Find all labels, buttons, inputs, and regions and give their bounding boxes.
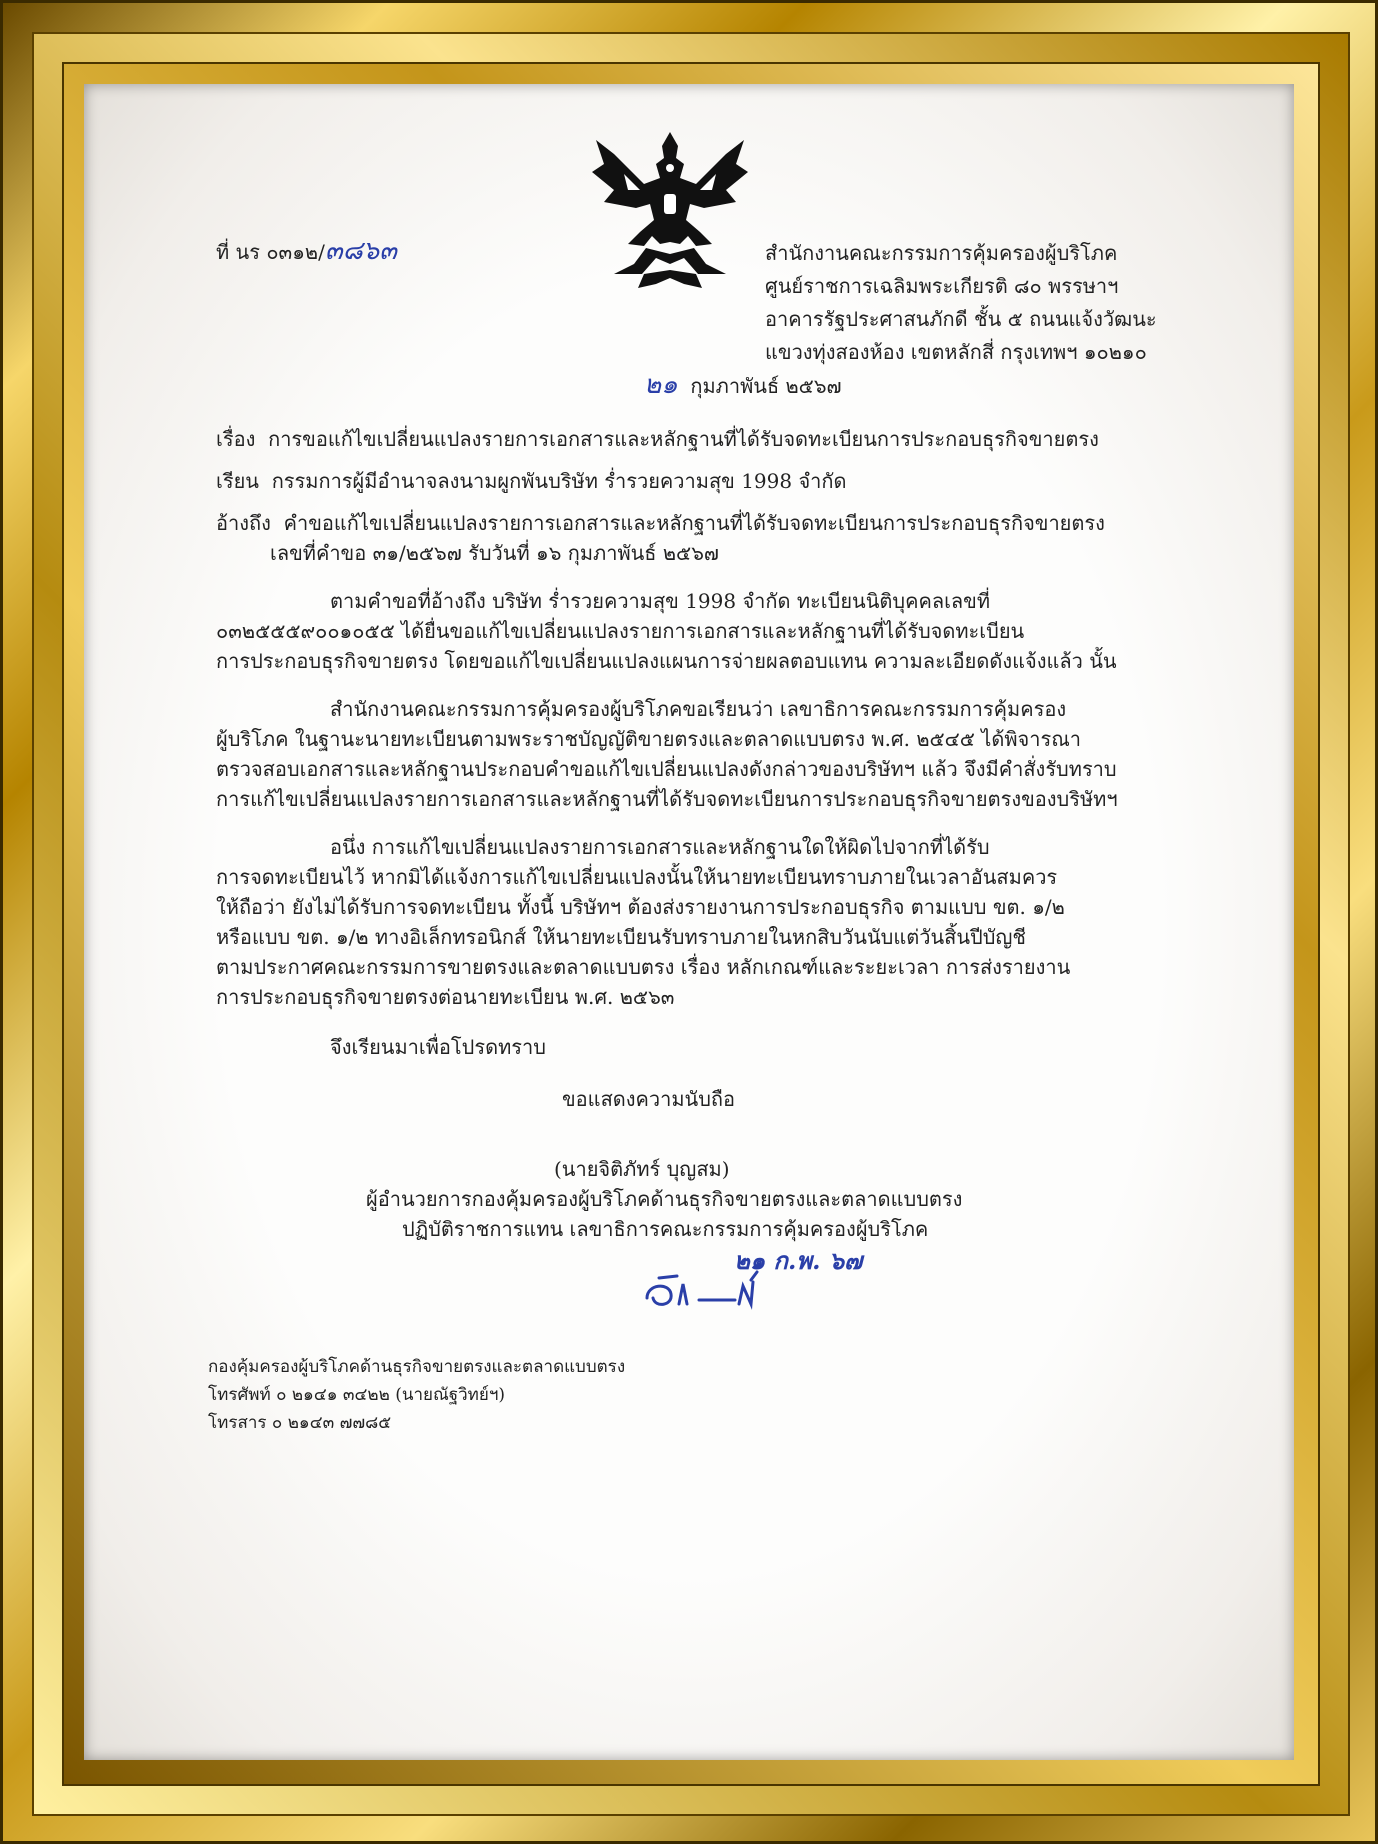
closing-text: จึงเรียนมาเพื่อโปรดทราบ: [330, 1035, 546, 1059]
subject-line: [216, 424, 1099, 454]
sender-address-line-1: สำนักงานคณะกรรมการคุ้มครองผู้บริโภค: [765, 241, 1118, 265]
paragraph-3-line-3: ให้ถือว่า ยังไม่ได้รับการจดทะเบียน ทั้งนี้ บริษัทฯ ต้องส่งรายงานการประกอบธุรกิจ ตามแบบ ขต. ๑/๒: [216, 895, 1065, 919]
reference-text-2: เลขที่คำขอ ๓๑/๒๕๖๗ รับวันที่ ๑๖ กุมภาพันธ์ ๒๕๖๗: [270, 541, 719, 565]
to-label: เรียน: [216, 469, 259, 493]
to-text: กรรมการผู้มีอำนาจลงนามผูกพันบริษัท ร่ำรวยความสุข 1998 จำกัด: [271, 469, 847, 493]
paragraph-2-line-1: สำนักงานคณะกรรมการคุ้มครองผู้บริโภคขอเรียนว่า เลขาธิการคณะกรรมการคุ้มครอง: [330, 697, 1067, 721]
sender-address-line-2: ศูนย์ราชการเฉลิมพระเกียรติ ๘๐ พรรษาฯ: [765, 274, 1119, 298]
paragraph-1-line-3: การประกอบธุรกิจขายตรง โดยขอแก้ไขเปลี่ยนแปลงแผนการจ่ายผลตอบแทน ความละเอียดดังแจ้งแล้ว นั้น: [216, 649, 1117, 673]
paragraph-3-line-6: การประกอบธุรกิจขายตรงต่อนายทะเบียน พ.ศ. ๒๕๖๓: [216, 985, 675, 1009]
reference-label: อ้างถึง: [216, 511, 271, 535]
garuda-emblem-icon: [584, 124, 756, 294]
paragraph-2-line-2: ผู้บริโภค ในฐานะนายทะเบียนตามพระราชบัญญัติขายตรงและตลาดแบบตรง พ.ศ. ๒๕๔๕ ได้พิจารณา: [216, 727, 1081, 751]
sender-address-line-4: แขวงทุ่งสองห้อง เขตหลักสี่ กรุงเทพฯ ๑๐๒๑๐: [765, 340, 1147, 364]
paragraph-3-line-1: อนึ่ง การแก้ไขเปลี่ยนแปลงรายการเอกสารและหลักฐานใดให้ผิดไปจากที่ได้รับ: [330, 835, 990, 859]
signer-name: (นายจิติภัทร์ บุญสม): [554, 1157, 730, 1181]
paragraph-3-line-4: หรือแบบ ขต. ๑/๒ ทางอิเล็กทรอนิกส์ ให้นายทะเบียนรับทราบภายในหกสิบวันนับแต่วันสิ้นปีบัญชี: [216, 925, 1027, 949]
paragraph-3-line-5: ตามประกาศคณะกรรมการขายตรงและตลาดแบบตรง เรื่อง หลักเกณฑ์และระยะเวลา การส่งรายงาน: [216, 955, 1071, 979]
footer-department: กองคุ้มครองผู้บริโภคด้านธุรกิจขายตรงและตลาดแบบตรง: [208, 1357, 626, 1377]
paragraph-2-line-3: ตรวจสอบเอกสารและหลักฐานประกอบคำขอแก้ไขเปลี่ยนแปลงดังกล่าวของบริษัทฯ แล้ว จึงมีคำสั่งรับทราบ: [216, 757, 1117, 781]
paragraph-1-line-2: ๐๓๒๕๕๕๙๐๐๑๐๕๕ ได้ยื่นขอแก้ไขเปลี่ยนแปลงรายการเอกสารและหลักฐานที่ได้รับจดทะเบียน: [216, 619, 1025, 643]
letter-date: [644, 370, 842, 401]
subject-label: เรื่อง: [216, 427, 256, 451]
reference-number: [216, 236, 397, 267]
signer-title-1: ผู้อำนวยการกองคุ้มครองผู้บริโภคด้านธุรกิจขายตรงและตลาดแบบตรง: [366, 1187, 963, 1211]
paragraph-1-line-1: ตามคำขอที่อ้างถึง บริษัท ร่ำรวยความสุข 1998 จำกัด ทะเบียนนิติบุคคลเลขที่: [330, 589, 991, 613]
letter-paper: [84, 84, 1294, 1760]
footer-phone: โทรศัพท์ ๐ ๒๑๔๑ ๓๔๒๒ (นายณัฐวิทย์ฯ): [208, 1385, 506, 1405]
to-line: [216, 466, 847, 496]
paragraph-2-line-4: การแก้ไขเปลี่ยนแปลงรายการเอกสารและหลักฐานที่ได้รับจดทะเบียนการประกอบธุรกิจขายตรงของบริษัทฯ: [216, 787, 1118, 811]
subject-text: การขอแก้ไขเปลี่ยนแปลงรายการเอกสารและหลักฐานที่ได้รับจดทะเบียนการประกอบธุรกิจขายตรง: [268, 427, 1099, 451]
stamp-date-handwritten: ๒๑ ก.พ. ๖๗: [734, 1246, 863, 1275]
regards-text: ขอแสดงความนับถือ: [562, 1087, 736, 1111]
sender-address-line-3: อาคารรัฐประศาสนภักดี ชั้น ๕ ถนนแจ้งวัฒนะ: [765, 307, 1157, 331]
footer-fax: โทรสาร ๐ ๒๑๔๓ ๗๗๘๕: [208, 1413, 392, 1433]
signer-title-2: ปฏิบัติราชการแทน เลขาธิการคณะกรรมการคุ้มครองผู้บริโภค: [402, 1217, 929, 1241]
ref-prefix: ที่ นร ๐๓๑๒/: [216, 240, 325, 264]
date-month-year: กุมภาพันธ์ ๒๕๖๗: [690, 374, 842, 398]
date-day-handwritten: ๒๑: [644, 370, 678, 400]
reference-line: [216, 508, 1105, 538]
reference-text-1: คำขอแก้ไขเปลี่ยนแปลงรายการเอกสารและหลักฐานที่ได้รับจดทะเบียนการประกอบธุรกิจขายตรง: [283, 511, 1105, 535]
paragraph-3-line-2: การจดทะเบียนไว้ หากมิได้แจ้งการแก้ไขเปลี่ยนแปลงนั้นให้นายทะเบียนทราบภายในเวลาอันสมควร: [216, 865, 1058, 889]
ref-number-handwritten: ๓๘๖๓: [324, 236, 397, 266]
